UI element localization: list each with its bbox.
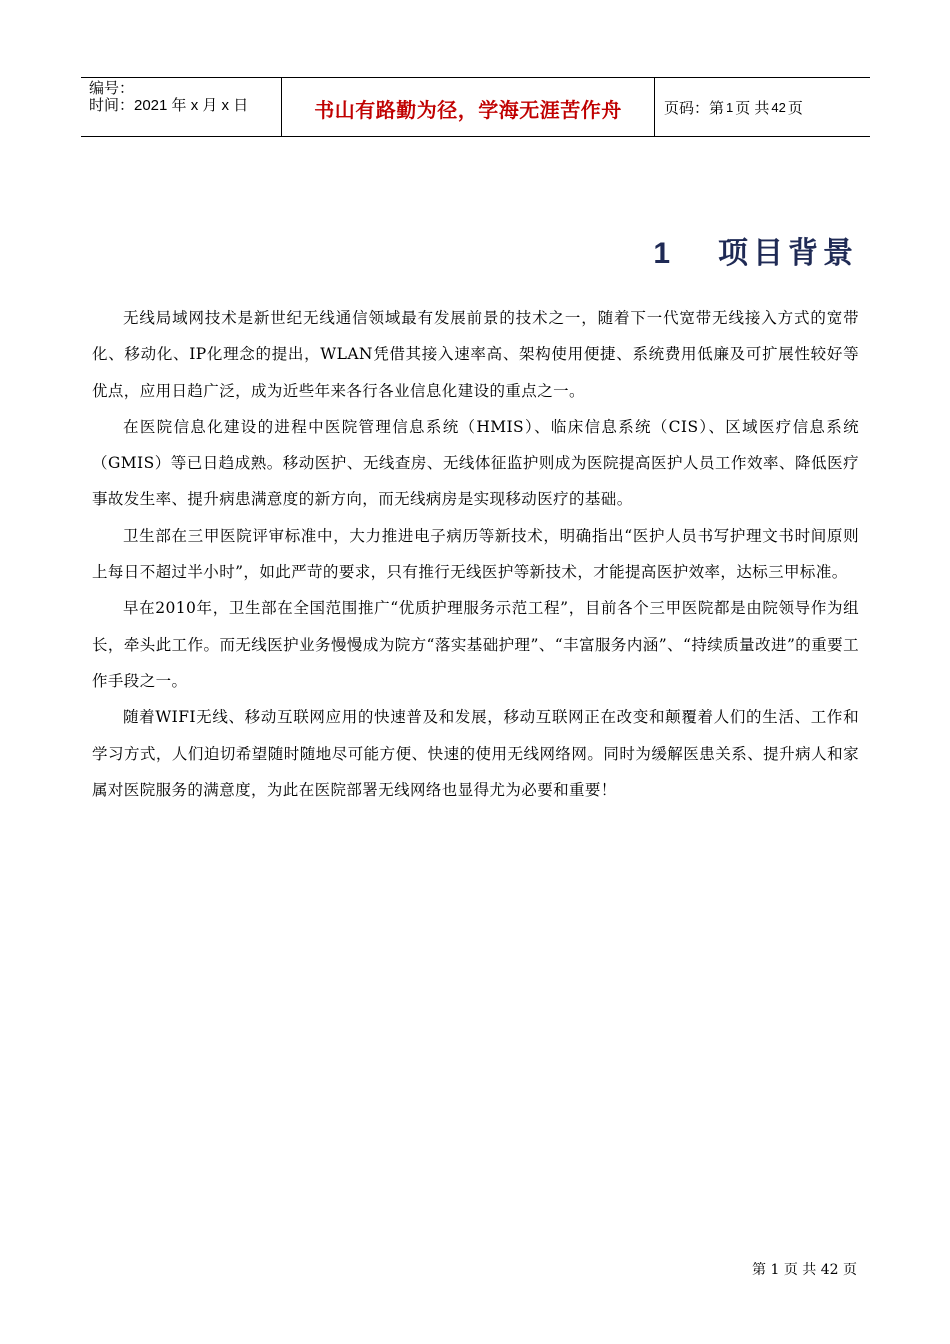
- header-page-cell: [655, 78, 870, 136]
- page-prefix: 页码：第: [664, 99, 725, 117]
- body-text: [92, 300, 859, 808]
- paragraph: 无线局域网技术是新世纪无线通信领域最有发展前景的技术之一，随着下一代宽带无线接入方式的宽带化、移动化、IP化理念的提出，WLAN凭借其接入速率高、架构使用便捷、系统费用低廉及可扩展性较好等优点，应用日趋广泛，成为近些年来各行各业信息化建设的重点之一。: [92, 309, 859, 400]
- page-total: 42: [771, 99, 786, 115]
- page-suffix: 页: [787, 99, 803, 117]
- paragraph: 早在2010年，卫生部在全国范围推广“优质护理服务示范工程”，目前各个三甲医院都是由院领导作为组长，牵头此工作。而无线医护业务慢慢成为院方“落实基础护理”、“丰富服务内涵”、“持续质量改进”的重要工作手段之一。: [92, 599, 859, 690]
- header-meta-cell: [81, 78, 282, 136]
- section-number: 1: [653, 237, 670, 270]
- section-heading: [653, 228, 858, 272]
- section-title: 项目背景: [718, 236, 858, 271]
- document-time-label: 时间：2021 年 x 月 x 日: [89, 97, 249, 114]
- paragraph: 卫生部在三甲医院评审标准中，大力推进电子病历等新技术，明确指出“医护人员书写护理文书时间原则上每日不超过半小时”，如此严苛的要求，只有推行无线医护等新技术，才能提高医护效率，达标三甲标准。: [92, 526, 859, 582]
- header-slogan-cell: [282, 78, 655, 136]
- document-code-label: 编号：: [89, 80, 135, 97]
- header-slogan: 书山有路勤为径，学海无涯苦作舟: [314, 98, 622, 122]
- paragraph: 在医院信息化建设的进程中医院管理信息系统（HMIS）、临床信息系统（CIS）、区域医疗信息系统（GMIS）等已日趋成熟。移动医护、无线查房、无线体征监护则成为医院提高医护人员工作效率、降低医疗事故发生率、提升病患满意度的新方向，而无线病房是实现移动医疗的基础。: [92, 417, 859, 509]
- page-current: 1: [726, 99, 734, 115]
- page-footer: 第 1 页 共 42 页: [752, 1262, 857, 1278]
- document-header: [81, 77, 870, 137]
- paragraph: 随着WIFI无线、移动互联网应用的快速普及和发展，移动互联网正在改变和颠覆着人们的生活、工作和学习方式，人们迫切希望随时随地尽可能方便、快速的使用无线网络网。同时为缓解医患关系、提升病人和家属对医院服务的满意度，为此在医院部署无线网络也显得尤为必要和重要！: [92, 708, 859, 799]
- page-mid: 页 共: [735, 99, 770, 117]
